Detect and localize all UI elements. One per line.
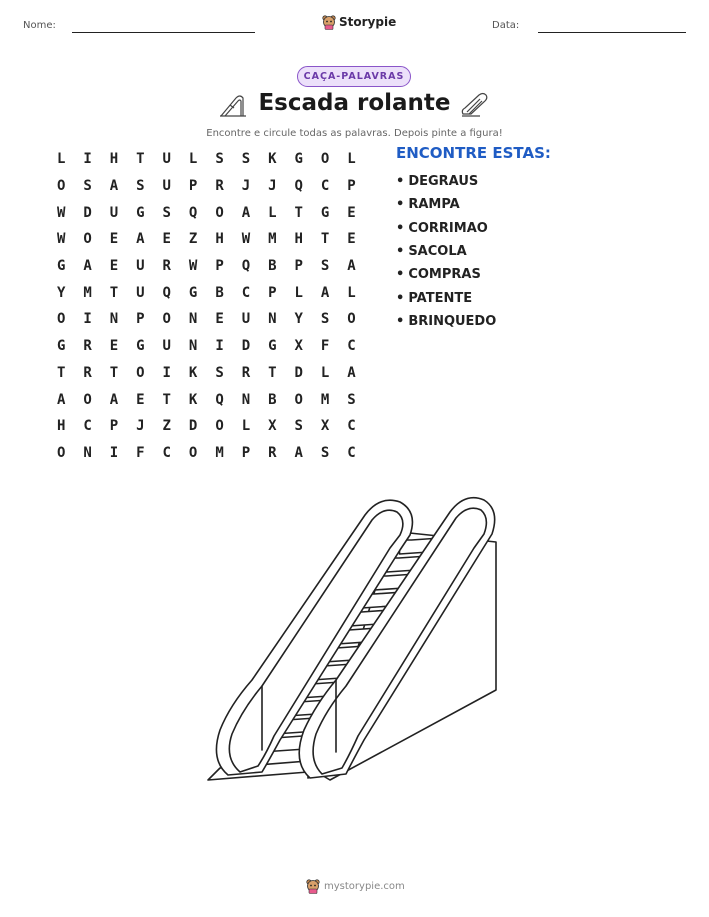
grid-cell[interactable]: N <box>188 311 198 328</box>
grid-cell[interactable]: H <box>215 231 224 248</box>
grid-cell[interactable]: O <box>56 178 66 195</box>
word-list <box>396 170 496 333</box>
grid-cell[interactable]: S <box>294 418 303 435</box>
grid-cell[interactable]: J <box>241 178 251 195</box>
grid-row <box>48 306 365 333</box>
grid-row <box>48 413 365 440</box>
grid-cell[interactable]: P <box>136 311 145 328</box>
grid-cell[interactable]: L <box>241 418 251 435</box>
grid-cell[interactable]: Q <box>162 284 171 301</box>
grid-cell[interactable]: M <box>215 444 224 461</box>
grid-cell[interactable]: H <box>56 418 66 435</box>
grid-row <box>48 386 365 413</box>
word-text: CORRIMAO <box>408 220 488 236</box>
grid-cell[interactable]: S <box>320 444 330 461</box>
grid-cell[interactable]: O <box>136 364 145 381</box>
grid-cell[interactable]: G <box>320 204 330 221</box>
grid-cell[interactable]: S <box>347 391 356 408</box>
grid-cell[interactable]: I <box>83 151 92 168</box>
grid-cell[interactable]: R <box>83 338 92 355</box>
escalator-icon <box>460 92 490 118</box>
grid-cell[interactable]: A <box>347 364 356 381</box>
grid-cell[interactable]: P <box>109 418 119 435</box>
grid-cell[interactable]: A <box>320 284 330 301</box>
grid-cell[interactable]: U <box>136 284 145 301</box>
grid-cell[interactable]: J <box>136 418 145 435</box>
grid-cell[interactable]: L <box>320 364 330 381</box>
grid-cell[interactable]: F <box>136 444 145 461</box>
grid-cell[interactable]: M <box>83 284 92 301</box>
grid-cell[interactable]: B <box>215 284 224 301</box>
grid-row <box>48 199 365 226</box>
grid-cell[interactable]: E <box>109 258 119 275</box>
grid-cell[interactable]: N <box>109 311 119 328</box>
grid-cell[interactable]: K <box>188 391 198 408</box>
word-list-item <box>396 193 496 216</box>
grid-cell[interactable]: S <box>320 311 330 328</box>
grid-cell[interactable]: R <box>268 444 277 461</box>
grid-cell[interactable]: T <box>294 204 303 221</box>
grid-cell[interactable]: W <box>188 258 198 275</box>
grid-cell[interactable]: G <box>56 258 66 275</box>
grid-cell[interactable]: N <box>83 444 92 461</box>
grid-cell[interactable]: U <box>162 338 171 355</box>
grid-cell[interactable]: U <box>136 258 145 275</box>
grid-cell[interactable]: C <box>347 418 356 435</box>
grid-cell[interactable]: S <box>241 151 251 168</box>
grid-cell[interactable]: N <box>241 391 251 408</box>
grid-cell[interactable]: E <box>347 204 356 221</box>
grid-cell[interactable]: N <box>268 311 277 328</box>
grid-cell[interactable]: R <box>215 178 224 195</box>
escalator-illustration <box>200 490 510 800</box>
grid-cell[interactable]: Z <box>188 231 198 248</box>
grid-cell[interactable]: L <box>294 284 303 301</box>
storypie-brand <box>322 14 396 30</box>
grid-cell[interactable]: Q <box>188 204 198 221</box>
grid-cell[interactable]: O <box>294 391 303 408</box>
grid-cell[interactable]: C <box>347 338 356 355</box>
grid-cell[interactable]: S <box>136 178 145 195</box>
grid-cell[interactable]: T <box>109 364 119 381</box>
grid-cell[interactable]: T <box>268 364 277 381</box>
grid-cell[interactable]: C <box>347 444 356 461</box>
grid-cell[interactable]: W <box>241 231 251 248</box>
word-text: DEGRAUS <box>408 174 479 190</box>
grid-cell[interactable]: N <box>188 338 198 355</box>
word-text: RAMPA <box>408 197 460 213</box>
word-text: PATENTE <box>408 290 473 306</box>
grid-row <box>48 173 365 200</box>
grid-cell[interactable]: O <box>83 231 92 248</box>
grid-row <box>48 146 365 173</box>
grid-cell[interactable]: X <box>320 418 330 435</box>
grid-cell[interactable]: F <box>320 338 330 355</box>
grid-cell[interactable]: K <box>268 151 277 168</box>
grid-cell[interactable]: P <box>215 258 224 275</box>
word-text: COMPRAS <box>408 267 481 283</box>
grid-row <box>48 360 365 387</box>
grid-cell[interactable]: R <box>162 258 171 275</box>
grid-cell[interactable]: X <box>268 418 277 435</box>
grid-cell[interactable]: G <box>136 204 145 221</box>
grid-cell[interactable]: U <box>109 204 119 221</box>
grid-cell[interactable]: T <box>109 284 119 301</box>
grid-cell[interactable]: G <box>188 284 198 301</box>
word-list-title: ENCONTRE ESTAS: <box>396 144 551 162</box>
grid-cell[interactable]: S <box>162 204 171 221</box>
grid-row <box>48 253 365 280</box>
grid-cell[interactable]: I <box>109 444 119 461</box>
grid-cell[interactable]: P <box>188 178 198 195</box>
grid-cell[interactable]: L <box>56 151 66 168</box>
grid-cell[interactable]: O <box>83 391 92 408</box>
grid-cell[interactable]: S <box>215 364 224 381</box>
grid-cell[interactable]: T <box>136 151 145 168</box>
grid-cell[interactable]: P <box>241 444 251 461</box>
word-list-item <box>396 217 496 240</box>
date-field-line[interactable] <box>538 32 686 33</box>
grid-cell[interactable]: Q <box>241 258 251 275</box>
grid-cell[interactable]: I <box>215 338 224 355</box>
grid-cell[interactable]: C <box>320 178 330 195</box>
grid-cell[interactable]: U <box>162 178 171 195</box>
grid-cell[interactable]: Q <box>215 391 224 408</box>
grid-cell[interactable]: Z <box>162 418 171 435</box>
grid-cell[interactable]: G <box>268 338 277 355</box>
grid-cell[interactable]: Y <box>294 311 303 328</box>
grid-cell[interactable]: C <box>83 418 92 435</box>
grid-cell[interactable]: A <box>83 258 92 275</box>
bullet: • <box>396 244 405 260</box>
grid-cell[interactable]: G <box>294 151 303 168</box>
grid-cell[interactable]: A <box>241 204 251 221</box>
grid-cell[interactable]: P <box>294 258 303 275</box>
grid-cell[interactable]: G <box>56 338 66 355</box>
word-list-item <box>396 240 496 263</box>
word-list-item <box>396 263 496 286</box>
grid-cell[interactable]: I <box>83 311 92 328</box>
word-search-grid <box>48 146 365 466</box>
grid-cell[interactable]: E <box>162 231 171 248</box>
grid-row <box>48 279 365 306</box>
instructions: Encontre e circule todas as palavras. Depois pinte a figura! <box>206 128 503 139</box>
grid-cell[interactable]: E <box>215 311 224 328</box>
bullet: • <box>396 220 405 236</box>
grid-cell[interactable]: A <box>347 258 356 275</box>
category-badge: CAÇA-PALAVRAS <box>297 66 411 87</box>
grid-cell[interactable]: B <box>268 391 277 408</box>
grid-cell[interactable]: A <box>136 231 145 248</box>
grid-cell[interactable]: A <box>56 391 66 408</box>
grid-cell[interactable]: H <box>109 151 119 168</box>
page-title: Escada rolante <box>258 90 451 116</box>
grid-cell[interactable]: D <box>188 418 198 435</box>
grid-cell[interactable]: D <box>241 338 251 355</box>
grid-cell[interactable]: O <box>162 311 171 328</box>
grid-cell[interactable]: M <box>268 231 277 248</box>
grid-cell[interactable]: X <box>294 338 303 355</box>
brand-name: Storypie <box>339 15 397 29</box>
bullet: • <box>396 174 405 190</box>
bullet: • <box>396 267 405 283</box>
name-field-line[interactable] <box>72 32 255 33</box>
grid-cell[interactable]: Y <box>56 284 66 301</box>
grid-cell[interactable]: E <box>136 391 145 408</box>
grid-cell[interactable]: O <box>56 444 66 461</box>
grid-cell[interactable]: O <box>56 311 66 328</box>
grid-cell[interactable]: L <box>188 151 198 168</box>
grid-cell[interactable]: T <box>320 231 330 248</box>
word-text: BRINQUEDO <box>408 313 497 329</box>
grid-cell[interactable]: Q <box>294 178 303 195</box>
grid-cell[interactable]: R <box>241 364 251 381</box>
grid-cell[interactable]: O <box>347 311 356 328</box>
grid-cell[interactable]: B <box>268 258 277 275</box>
footer <box>306 878 405 894</box>
grid-cell[interactable]: A <box>109 391 119 408</box>
grid-cell[interactable]: L <box>268 204 277 221</box>
word-list-item <box>396 286 496 309</box>
word-list-item <box>396 170 496 193</box>
date-label: Data: <box>492 20 520 31</box>
grid-cell[interactable]: M <box>320 391 330 408</box>
grid-cell[interactable]: C <box>162 444 171 461</box>
bullet: • <box>396 290 405 306</box>
grid-cell[interactable]: J <box>268 178 277 195</box>
grid-cell[interactable]: R <box>83 364 92 381</box>
grid-cell[interactable]: S <box>215 151 224 168</box>
grid-cell[interactable]: U <box>241 311 251 328</box>
grid-row <box>48 333 365 360</box>
grid-cell[interactable]: G <box>136 338 145 355</box>
grid-cell[interactable]: T <box>162 391 171 408</box>
grid-cell[interactable]: O <box>188 444 198 461</box>
storypie-logo-icon <box>306 878 320 894</box>
bullet: • <box>396 313 405 329</box>
grid-cell[interactable]: W <box>56 231 66 248</box>
bullet: • <box>396 197 405 213</box>
grid-row <box>48 440 365 467</box>
grid-cell[interactable]: O <box>215 418 224 435</box>
grid-cell[interactable]: D <box>83 204 92 221</box>
word-list-item <box>396 310 496 333</box>
grid-cell[interactable]: O <box>215 204 224 221</box>
grid-row <box>48 226 365 253</box>
grid-cell[interactable]: S <box>320 258 330 275</box>
grid-cell[interactable]: D <box>294 364 303 381</box>
grid-cell[interactable]: A <box>109 178 119 195</box>
word-text: SACOLA <box>408 244 467 260</box>
grid-cell[interactable]: I <box>162 364 171 381</box>
grid-cell[interactable]: E <box>347 231 356 248</box>
grid-cell[interactable]: O <box>320 151 330 168</box>
grid-cell[interactable]: C <box>241 284 251 301</box>
grid-cell[interactable]: U <box>162 151 171 168</box>
grid-cell[interactable]: S <box>83 178 92 195</box>
name-label: Nome: <box>23 20 56 31</box>
grid-cell[interactable]: L <box>347 151 356 168</box>
grid-cell[interactable]: E <box>109 231 119 248</box>
footer-url: mystorypie.com <box>324 880 405 892</box>
grid-cell[interactable]: T <box>56 364 66 381</box>
grid-cell[interactable]: K <box>188 364 198 381</box>
grid-cell[interactable]: H <box>294 231 303 248</box>
grid-cell[interactable]: L <box>347 284 356 301</box>
grid-cell[interactable]: P <box>347 178 356 195</box>
grid-cell[interactable]: P <box>268 284 277 301</box>
grid-cell[interactable]: A <box>294 444 303 461</box>
grid-cell[interactable]: W <box>56 204 66 221</box>
storypie-logo-icon <box>322 14 336 30</box>
grid-cell[interactable]: E <box>109 338 119 355</box>
